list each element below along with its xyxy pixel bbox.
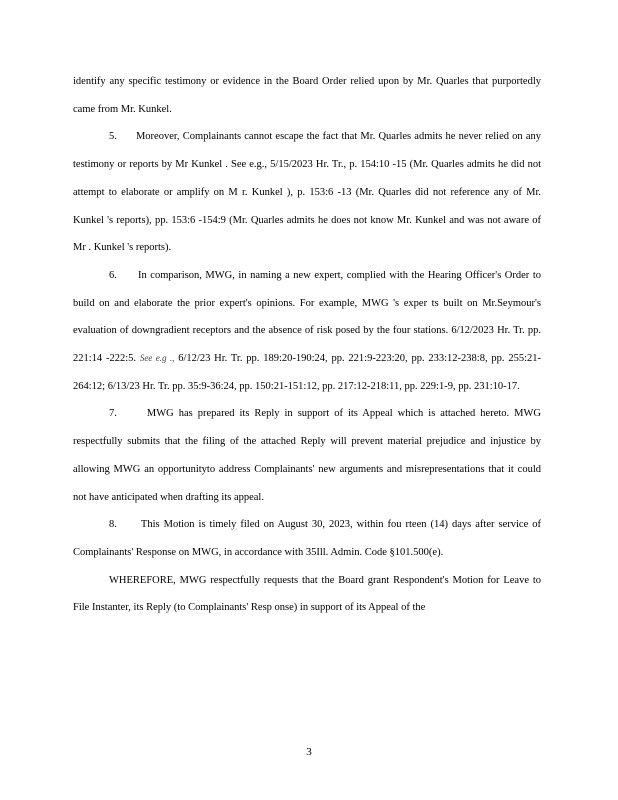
- paragraph-6-text-b: 6/12/23 Hr. Tr. pp. 189:20-190:24, pp. 221:9-223:20, pp. 233:12-238:8, pp. 255:21-264:12; 6/13/23 Hr. Tr. pp. 35:9-36:24, pp. 150:21-151:12, pp. 217:12-218:11, pp. 229:1-9, pp. 231:10-17.: [73, 353, 541, 392]
- document-body: [73, 68, 541, 622]
- paragraph-6-text-a: 6. In comparison, MWG, in naming a new expert, complied with the Hearing Officer's Order to build on and elaborate the prior expert's opinions. For example, MWG 's exper ts built on Mr.Seymour's evaluation of downgradient receptors and the absence of risk posed by the four stations. 6/12/2023 Hr. Tr. pp. 221:14 -222:5.: [73, 269, 541, 365]
- paragraph-5: 5. Moreover, Complainants cannot escape the fact that Mr. Quarles admits he never relied on any testimony or reports by Mr Kunkel . See e.g., 5/15/2023 Hr. Tr., p. 154:10 -15 (Mr. Quarles admits he did not attempt to elaborate or amplify on M r. Kunkel ), p. 153:6 -13 (Mr. Quarles did not reference any of Mr. Kunkel 's reports), pp. 153:6 -154:9 (Mr. Quarles admits he does not know Mr. Kunkel and was not aware of Mr . Kunkel 's reports).: [73, 131, 541, 254]
- paragraph-7: 7. MWG has prepared its Reply in support of its Appeal which is attached hereto. MWG respectfully submits that the filing of the attached Reply will prevent material prejudice and injustice by allowing MWG an opportunityto address Complainants' new arguments and misrepresentations that it could not have anticipated when drafting its appeal.: [73, 408, 541, 503]
- paragraph-continuation: identify any specific testimony or evidence in the Board Order relied upon by Mr. Quarles that purportedly came from Mr. Kunkel.: [73, 76, 541, 115]
- paragraph-8: 8. This Motion is timely filed on August 30, 2023, within fou rteen (14) days after service of Complainants' Response on MWG, in accordance with 35Ill. Admin. Code §101.500(e).: [73, 519, 541, 558]
- paragraph-6: [73, 262, 541, 401]
- paragraph-wherefore: WHEREFORE, MWG respectfully requests that the Board grant Respondent's Motion for Leave to File Instanter, its Reply (to Complainants' Resp onse) in support of its Appeal of the: [73, 574, 541, 614]
- page-number: 3: [306, 746, 312, 758]
- paragraph-6-citation-signal: See e.g .,: [139, 353, 175, 364]
